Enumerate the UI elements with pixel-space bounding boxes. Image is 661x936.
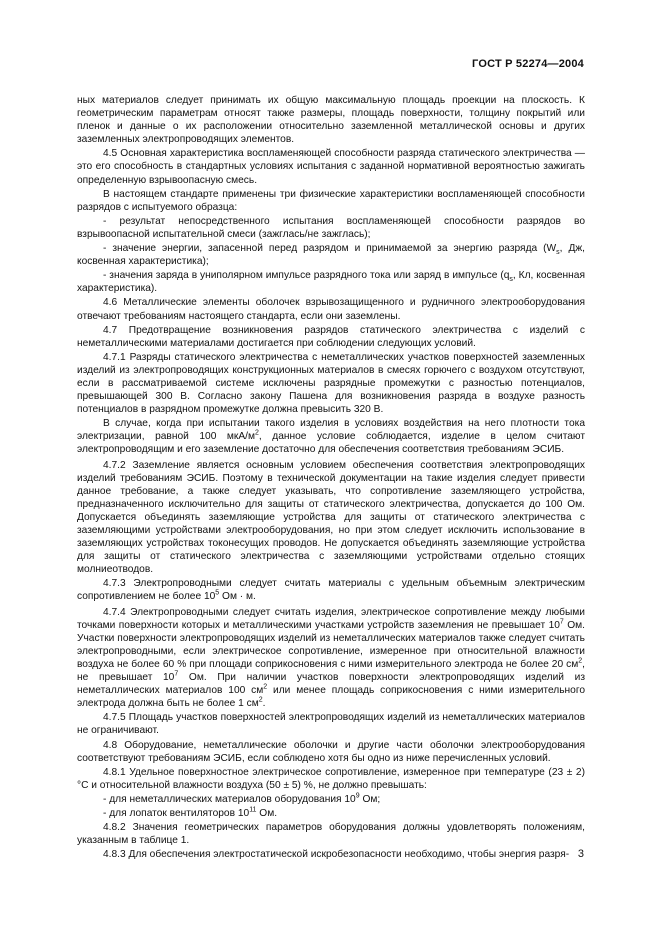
resistance-exponent-1: 7 (559, 618, 564, 626)
area-exponent-1: 2 (578, 657, 583, 665)
current-density-sup: 2 (255, 429, 259, 437)
current-density-tail: , данное условие соблюдается, изделие в целом считают электропроводящим и его заземление достаточно для обеспечения соответствия требованиям ЭСИБ. (77, 431, 585, 456)
paragraph-4-7-3 (77, 577, 585, 603)
paragraph-4-7-2: 4.7.2 Заземление является основным условием обеспечения соответствия электропроводящих изделий требованиям ЭСИБ. Поэтому в технической документации на такие изделия следует привести данное требование, а также следует указывать, что сопротивление заземляющего устройства, предназначенного исключительно для защиты от статического электричества, допускается до 100 Ом. Допускается объединять заземляющие устройства для защиты от статического электричества с заземляющими устройствами электрооборудования, но при этом следует исключить использование в заземляющих устройствах токонесущих проводов. Не допускается объединять заземляющие устройства для защиты от статического электричества с заземляющими устройствами отдельно стоящих молниеотводов. (77, 459, 585, 576)
paragraph-4-8-3: 4.8.3 Для обеспечения электростатической искробезопасности необходимо, чтобы энергия разря- (103, 849, 570, 861)
paragraph-continuation: ных материалов следует принимать их общую максимальную площадь проекции на плоскость. К геометрическим параметрам относят также размеры, площадь поверхности, толщину покрытий или пленок и данные о их расположении относительно заземленной металлической основы и других заземленных электропроводящих элементов. (77, 95, 585, 146)
resistivity-exponent: 5 (215, 590, 220, 598)
list-item-nonmetallic-tail: Ом; (359, 793, 381, 805)
paragraph-4-7-4-tail: . (262, 698, 266, 710)
list-item-charge (77, 269, 585, 295)
paragraph-4-7-1: 4.7.1 Разряды статического электричества с неметаллических участков поверхностей заземленных изделий из электропроводящих конструкционных материалов в смесях горючего с воздухом отсутствуют, если в рассматриваемой системе исключены разрядные промежутки с разностью потенциалов, превышающей 300 В. Согласно закону Пашена для возникновения разряда в воздухе разность потенциалов в разрядном промежутке должна превысить 320 В. (77, 351, 585, 416)
list-item-fan-blades-text: - для лопаток вентиляторов 10 (103, 807, 250, 819)
document-code-header: ГОСТ Р 52274—2004 (472, 58, 584, 70)
list-item-energy-tail: , Дж, косвенная характеристика); (77, 243, 585, 268)
list-item-charge-tail: , Кл, косвенная характеристика). (77, 270, 585, 295)
list-item-charge-text: - значения заряда в униполярном импульсе разрядного тока или заряд в импульсе (q (103, 270, 510, 282)
paragraph-4-7-3-tail: Ом · м. (219, 591, 256, 603)
paragraph-4-7-4-mid: Ом. Участки поверхности электропроводящих изделий из неметаллических материалов также следует считать электропроводными, если электрическое сопротивление, измеренное при относительной влажности воздуха не более 60 % при площади соприкосновения с ними измерительного электрода не более 20 см (77, 619, 585, 670)
paragraph-current-density (77, 417, 585, 456)
resistance-exponent-2: 7 (174, 670, 179, 678)
paragraph-4-7-4-mid2: , не превышает 10 (77, 658, 585, 684)
charge-subscript: s (509, 276, 513, 284)
paragraph-4-8: 4.8 Оборудование, неметаллические оболочки и другие части оболочки электрооборудования соответствуют требованиям ЭСИБ, если соблюдено хотя бы одно из ниже перечисленных условий. (77, 739, 585, 764)
nonmetallic-exponent: 9 (355, 792, 360, 800)
paragraph-4-7-4-mid3: Ом. При наличии участков поверхности электропроводящих изделий из неметаллических материалов 100 см (77, 672, 585, 697)
paragraph-4-8-2: 4.8.2 Значения геометрических параметров оборудования должны удовлетворять положениям, указанным в таблице 1. (77, 822, 585, 847)
list-item-direct-test: - результат непосредственного испытания воспламеняющей способности разрядов во взрывоопасной испытательной смеси (зажглась/не зажглась); (77, 215, 585, 240)
list-item-fan-blades (77, 807, 585, 820)
list-item-energy-text: - значение энергии, запасенной перед разрядом и принимаемой за энергию разряда (W (103, 243, 557, 255)
list-item-nonmetallic-text: - для неметаллических материалов оборудования 10 (103, 793, 356, 805)
fan-blades-exponent: 11 (249, 806, 257, 814)
paragraph-4-7-4-text: 4.7.4 Электропроводными следует считать изделия, электрическое сопротивление между любыми точками поверхности которых и металлическими участками устройств заземления не превышает 10 (77, 606, 585, 631)
list-item-fan-blades-tail: Ом. (256, 807, 278, 819)
paragraph-4-7-4-mid4: или менее площадь соприкосновения с ними измерительного электрода должна быть не более 1 см (77, 685, 586, 710)
paragraph-4-7-4 (77, 606, 585, 711)
area-exponent-3: 2 (258, 696, 263, 704)
paragraph-4-6: 4.6 Металлические элементы оболочек взрывозащищенного и рудничного электрооборудования отвечают требованиям настоящего стандарта, если они заземлены. (77, 297, 585, 322)
energy-subscript: s (556, 249, 560, 257)
page-number: 3 (577, 848, 584, 860)
area-exponent-2: 2 (263, 683, 268, 691)
current-density-text: В случае, когда при испытании такого изделия в условиях воздействия на него плотности тока электризации, равной 100 мкА/м (77, 418, 585, 443)
paragraph-4-7-3-text: 4.7.3 Электропроводными следует считать материалы с удельным объемным электрическим сопротивлением не более 10 (77, 578, 585, 603)
list-item-nonmetallic (77, 793, 585, 806)
list-item-energy (77, 242, 585, 268)
paragraph-4-5: 4.5 Основная характеристика воспламеняющей способности разряда статического электричества — это его способность в стандартных условиях испытания с заданной нормативной вероятностью зажигать определенную взрывоопасную смесь. (77, 148, 585, 186)
paragraph-4-7: 4.7 Предотвращение возникновения разрядов статического электричества с изделий с неметаллическими материалами достигается при соблюдении следующих условий. (77, 324, 585, 349)
document-body (77, 94, 585, 862)
paragraph-4-7-5: 4.7.5 Площадь участков поверхностей электропроводящих изделий из неметаллических материалов не ограничивают. (77, 712, 585, 737)
paragraph-4-8-1: 4.8.1 Удельное поверхностное электрическое сопротивление, измеренное при температуре (23 ± 2) °С и относительной влажности воздуха (50 ± 5) %, не должно превышать: (77, 766, 585, 791)
paragraph-characteristics-intro: В настоящем стандарте применены три физические характеристики воспламеняющей способности разрядов с испытуемого образца: (77, 188, 585, 213)
